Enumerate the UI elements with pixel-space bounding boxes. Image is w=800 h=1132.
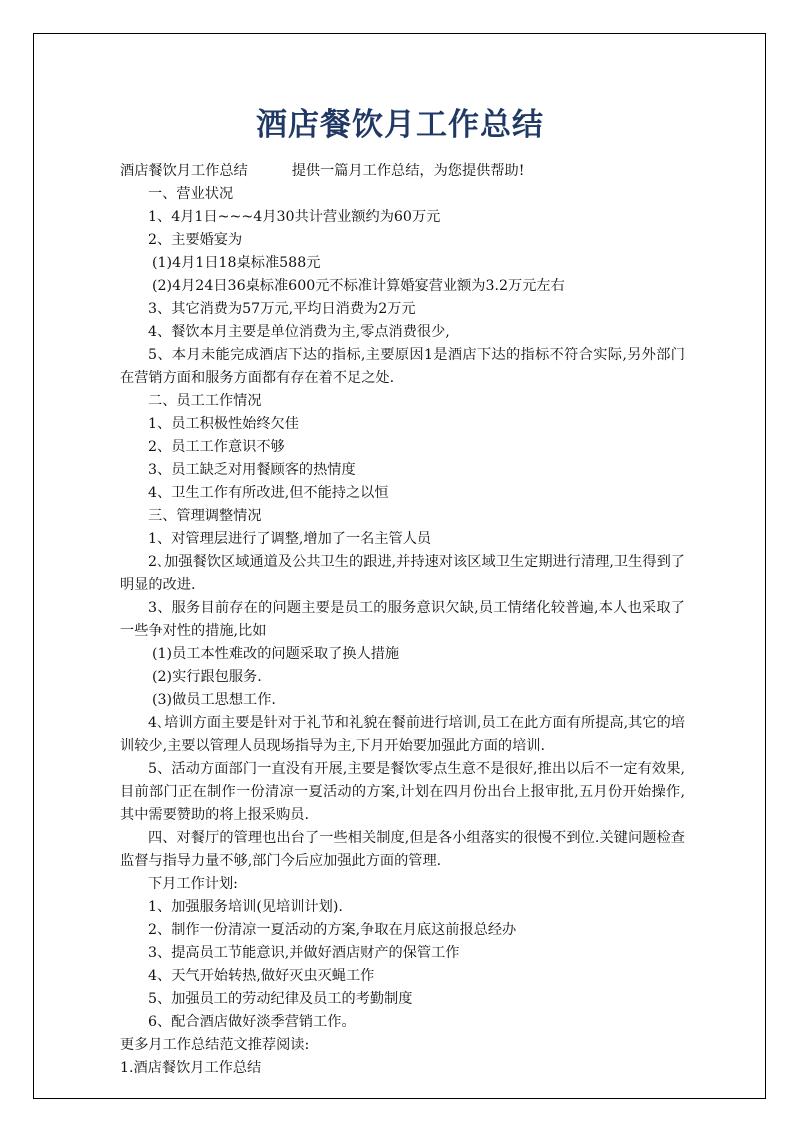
document-body — [120, 160, 685, 1080]
section-heading-plan: 下月工作计划: — [148, 876, 238, 892]
plan-item: 2、制作一份清凉一夏活动的方案,争取在月底这前报总经办 — [148, 922, 517, 938]
intro-lead: 酒店餐饮月工作总结 — [120, 163, 248, 179]
business-item: 2、主要婚宴为 — [148, 232, 243, 248]
business-item: 3、其它消费为57万元,平均日消费为2万元 — [148, 301, 416, 317]
business-item: (1)4月1日18桌标准588元 — [152, 255, 321, 271]
management-item: 3、服务目前存在的问题主要是员工的服务意识欠缺,员工情绪化较普遍,本人也采取了一些争对性的措施,比如 — [120, 600, 685, 639]
section-restaurant-text: 四、对餐厅的管理也出台了一些相关制度,但是各小组落实的很慢不到位.关键问题检查监督与指导力量不够,部门今后应加强此方面的管理. — [120, 830, 685, 869]
management-item: 2､加强餐饮区域通道及公共卫生的跟进,并持速对该区域卫生定期进行清理,卫生得到了明显的改进. — [120, 554, 685, 593]
management-item: 1、对管理层进行了调整,增加了一名主管人员 — [148, 531, 432, 547]
more-heading: 更多月工作总结范文推荐阅读: — [120, 1037, 310, 1053]
plan-item: 4、天气开始转热,做好灭虫灭蝇工作 — [148, 968, 375, 984]
plan-item: 5、加强员工的劳动纪律及员工的考勤制度 — [148, 991, 413, 1007]
plan-item: 3、提高员工节能意识,并做好酒店财产的保管工作 — [148, 945, 460, 961]
section-heading-management: 三、管理调整情况 — [148, 508, 262, 524]
business-item: (2)4月24日36桌标准600元不标准计算婚宴营业额为3.2万元左右 — [152, 278, 565, 294]
management-item: (1)员工本性难改的问题采取了换人措施 — [152, 646, 400, 662]
section-heading-staff: 二、员工工作情况 — [148, 393, 262, 409]
plan-item: 1、加强服务培训(见培训计划). — [148, 899, 343, 915]
intro-text: 提供一篇月工作总结，为您提供帮助! — [291, 163, 525, 179]
staff-item: 4、卫生工作有所改进,但不能持之以恒 — [148, 485, 389, 501]
document-title: 酒店餐饮月工作总结 — [256, 107, 544, 143]
intro-line — [120, 160, 685, 183]
more-link[interactable]: 1.酒店餐饮月工作总结 — [120, 1060, 262, 1076]
section-heading-business: 一、营业状况 — [148, 186, 234, 202]
business-item: 1、4月1日~~~4月30共计营业额约为60万元 — [148, 209, 441, 225]
staff-item: 1、员工积极性始终欠佳 — [148, 416, 299, 432]
management-item: (3)做员工思想工作. — [152, 692, 276, 708]
management-item: (2)实行跟包服务. — [152, 669, 262, 685]
plan-item: 6、配合酒店做好淡季营销工作。 — [148, 1014, 356, 1030]
staff-item: 2、员工工作意识不够 — [148, 439, 285, 455]
staff-item: 3、员工缺乏对用餐顾客的热情度 — [148, 462, 356, 478]
business-item: 5、本月未能完成酒店下达的指标,主要原因1是酒店下达的指标不符合实际,另外部门在营销方面和服务方面都有存在着不足之处. — [120, 347, 685, 386]
management-item: 5、活动方面部门一直没有开展,主要是餐饮零点生意不是很好,推出以后不一定有效果,目前部门正在制作一份清凉一夏活动的方案,计划在四月份出台上报审批,五月份开始操作,其中需要赞助的将上报采购员. — [120, 761, 685, 823]
management-item: 4､培训方面主要是针对于礼节和礼貌在餐前进行培训,员工在此方面有所提高,其它的培训较少,主要以管理人员现场指导为主,下月开始要加强此方面的培训. — [120, 715, 685, 754]
business-item: 4、餐饮本月主要是单位消费为主,零点消费很少, — [148, 324, 450, 340]
